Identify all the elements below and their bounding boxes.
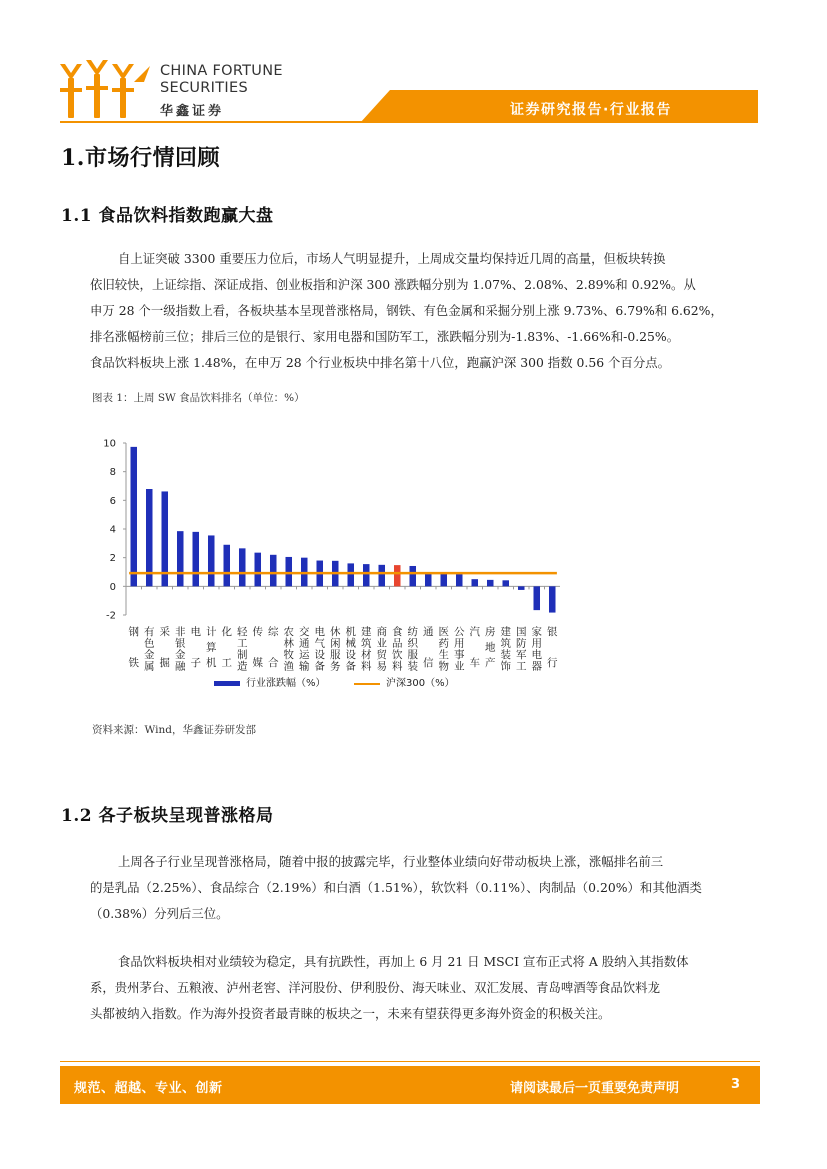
text-line: 的是乳品（2.25%）、食品综合（2.19%）和白酒（1.51%），软饮料（0.11%）、肉制品（0.20%）和其他酒类 [90,880,702,895]
bar-农林牧渔 [285,557,292,586]
y-tick-label: 6 [109,495,116,507]
paragraph-subsectors [90,849,758,927]
bar-综合 [270,555,277,587]
paragraph-market-review [90,246,758,376]
figure-caption: 图表 1：上周 SW 食品饮料排名（单位：%） [92,392,305,404]
page-header [0,0,827,130]
brand-en-line1: CHINA FORTUNE [160,63,283,79]
text-line: 头都被纳入指数。作为海外投资者最青睐的板块之一，未来有望获得更多海外资金的积极关注。 [90,1006,611,1021]
bar-化工 [223,545,230,587]
bar-家用电器 [533,586,540,610]
text-line: 申万 28 个一级指数上看，各板块基本呈现普涨格局，钢铁、有色金属和采掘分别上涨 9.73%、6.79%和 6.62%， [90,303,723,318]
x-tick-label: 综合 [268,626,279,669]
bar-有色金属 [146,489,153,586]
text-line: （0.38%）分列后三位。 [90,906,229,921]
text-line: 依旧较快，上证综指、深证成指、创业板指和沪深 300 涨跌幅分别为 1.07%、2.08%、2.89%和 0.92%。从 [90,277,696,292]
x-tick-label: 电子 [190,626,201,669]
x-tick-label: 纺织服装 [407,626,418,673]
y-tick-label: 10 [103,438,116,450]
subsection-title-1-2: 1.2 各子板块呈现普涨格局 [61,806,274,826]
bar-汽车 [471,579,478,586]
x-tick-label: 有色金属 [144,626,155,673]
text-line: 排名涨幅榜前三位；排后三位的是银行、家用电器和国防军工，涨跌幅分别为-1.83%、-1.66%和-0.25%。 [90,329,680,344]
x-tick-label: 采掘 [159,626,170,669]
y-tick-label: -2 [106,610,116,622]
bar-国防军工 [518,586,525,590]
bar-房地产 [487,580,494,586]
bar-机械设备 [347,563,354,586]
paragraph-msci [90,949,758,1027]
x-tick-label: 化工 [221,626,232,669]
x-tick-label: 房地产 [485,626,496,669]
bar-钢铁 [130,447,137,586]
x-tick-label: 建筑装饰 [500,626,511,673]
bar-医药生物 [440,573,447,587]
y-tick-label: 4 [109,524,116,536]
legend-bar-swatch [214,681,240,686]
bar-轻工制造 [239,548,246,586]
x-tick-label: 建筑材料 [361,626,372,673]
x-tick-label: 交通运输 [299,626,310,673]
x-tick-label: 轻工制造 [237,626,248,673]
footer-slogan: 规范、超越、专业、创新 [74,1081,223,1096]
bar-电子 [192,532,199,586]
x-tick-label: 计算机 [206,626,217,669]
x-tick-label: 公用事业 [454,626,465,673]
x-tick-label: 汽车 [469,626,480,669]
y-tick-label: 2 [109,553,116,565]
x-tick-label: 商业贸易 [376,626,387,673]
bar-纺织服装 [409,566,416,586]
bar-非银金融 [177,531,184,586]
text-line: 食品饮料板块上涨 1.48%，在申万 28 个行业板块中排名第十八位，跑赢沪深 300 指数 0.56 个百分点。 [90,355,670,370]
text-line: 上周各子行业呈现普涨格局，随着中报的披露完毕，行业整体业绩向好带动板块上涨，涨幅排名前三 [118,854,664,869]
bar-公用事业 [456,574,463,586]
text-line: 系，贵州茅台、五粮液、泸州老窖、洋河股份、伊利股份、海天味业、双汇发展、青岛啤酒等食品饮料龙 [90,980,660,995]
bar-建筑材料 [363,564,370,586]
bar-银行 [549,586,556,612]
brand-name-english [160,63,283,97]
bar-chart [86,424,576,699]
x-tick-label: 钢铁 [128,626,139,669]
x-tick-label: 银行 [547,626,558,669]
company-logo-icon [60,58,152,120]
y-tick-label: 8 [109,467,116,479]
x-tick-label: 传媒 [252,626,263,669]
x-tick-label: 非银金融 [175,626,186,673]
bar-计算机 [208,535,215,586]
x-tick-label: 休闲服务 [330,626,341,673]
bar-商业贸易 [378,565,385,587]
y-tick-label: 0 [109,581,116,593]
x-tick-label: 通信 [423,626,434,669]
section-title: 1.市场行情回顾 [61,145,220,171]
text-line: 自上证突破 3300 重要压力位后，市场人气明显提升，上周成交量均保持近几周的高量，但板块转换 [118,251,666,266]
x-tick-label: 国防军工 [516,626,527,673]
bar-食品饮料 [394,565,401,586]
footer-rule [60,1061,760,1062]
subsection-title-1-1: 1.1 食品饮料指数跑赢大盘 [61,206,274,226]
brand-name-chinese: 华鑫证券 [160,104,225,119]
x-tick-label: 家用电器 [531,626,542,673]
x-tick-label: 农林牧渔 [283,626,294,673]
report-type: 证券研究报告·行业报告 [510,102,672,118]
bar-传媒 [254,553,261,587]
figure-source: 资料来源：Wind，华鑫证券研发部 [92,724,256,736]
text-line: 食品饮料板块相对业绩较为稳定，具有抗跌性，再加上 6 月 21 日 MSCI 宣布正式将 A 股纳入其指数体 [118,954,689,969]
legend-bar-label: 行业涨跌幅（%） [246,678,326,689]
page-number: 3 [731,1077,741,1092]
x-tick-label: 医药生物 [438,626,449,673]
header-rule [60,121,365,123]
legend-line-label: 沪深300（%） [386,678,455,689]
bar-建筑装饰 [502,580,509,586]
x-tick-label: 机械设备 [345,626,356,673]
footer-disclaimer[interactable]: 请阅读最后一页重要免责声明 [510,1081,680,1096]
x-tick-label: 食品饮料 [392,626,403,673]
x-tick-label: 电气设备 [314,626,325,673]
brand-en-line2: SECURITIES [160,80,248,96]
